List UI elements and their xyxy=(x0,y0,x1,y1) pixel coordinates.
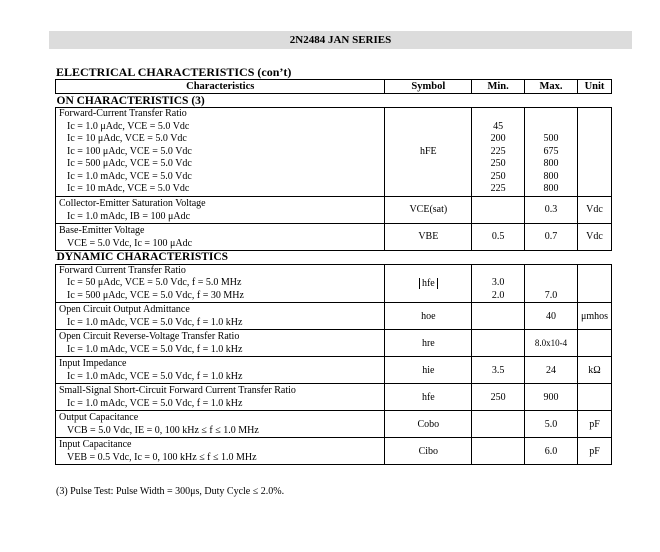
condition-text: Ic = 1.0 mAdc, VCE = 5.0 Vdc, f = 1.0 kHz xyxy=(67,398,243,409)
max-cell: 5.0 xyxy=(525,411,578,438)
max-cell: 0.3 xyxy=(525,196,578,223)
min-cell xyxy=(472,330,525,357)
condition-text: VEB = 0.5 Vdc, Ic = 0, 100 kHz ≤ f ≤ 1.0 MHz xyxy=(67,452,257,463)
min-cell xyxy=(472,438,525,465)
table-row xyxy=(56,303,612,330)
min-cell xyxy=(472,264,525,303)
electrical-characteristics-table xyxy=(55,79,612,465)
section-title: ELECTRICAL CHARACTERISTICS (con’t) xyxy=(56,65,292,79)
table-row xyxy=(56,108,612,197)
min-cell: 250 xyxy=(472,384,525,411)
min-cell xyxy=(472,196,525,223)
unit-cell: pF xyxy=(577,438,611,465)
footnote: (3) Pulse Test: Pulse Width = 300μs, Duty Cycle ≤ 2.0%. xyxy=(56,486,285,497)
min-value: 225 xyxy=(490,183,506,194)
unit-cell: pF xyxy=(577,411,611,438)
param-cell xyxy=(56,438,385,465)
col-characteristics: Characteristics xyxy=(56,80,385,94)
max-cell: 6.0 xyxy=(525,438,578,465)
param-cell xyxy=(56,411,385,438)
symbol-cell: hre xyxy=(385,330,472,357)
unit-cell xyxy=(577,384,611,411)
max-value: 675 xyxy=(543,145,559,157)
min-value: 2.0 xyxy=(491,289,505,301)
symbol-cell: VCE(sat) xyxy=(385,196,472,223)
min-value: 250 xyxy=(490,158,506,169)
col-max: Max. xyxy=(525,80,578,94)
max-cell: 24 xyxy=(525,357,578,384)
table-row xyxy=(56,384,612,411)
symbol-cell: hfe xyxy=(385,384,472,411)
condition-text: Ic = 100 μAdc, VCE = 5.0 Vdc xyxy=(67,145,192,157)
group-title-dynamic: DYNAMIC CHARACTERISTICS xyxy=(56,250,612,264)
symbol-value: hfe xyxy=(419,278,438,289)
symbol-cell: Cobo xyxy=(385,411,472,438)
condition-text: Ic = 1.0 mAdc, VCE = 5.0 Vdc, f = 1.0 kHz xyxy=(67,317,243,328)
col-symbol: Symbol xyxy=(385,80,472,94)
col-unit: Unit xyxy=(577,80,611,94)
min-cell: 0.5 xyxy=(472,223,525,250)
unit-cell xyxy=(577,108,611,197)
group-row-dynamic xyxy=(56,250,612,264)
param-label: Base-Emitter Voltage xyxy=(59,224,145,236)
table-row xyxy=(56,411,612,438)
param-cell xyxy=(56,384,385,411)
symbol-cell: hoe xyxy=(385,303,472,330)
param-label: Collector-Emitter Saturation Voltage xyxy=(59,197,206,209)
condition-text: Ic = 1.0 mAdc, IB = 100 μAdc xyxy=(67,210,191,222)
table-row xyxy=(56,438,612,465)
condition-text: Ic = 10 μAdc, VCE = 5.0 Vdc xyxy=(67,133,187,144)
condition-text: Ic = 1.0 mAdc, VCE = 5.0 Vdc xyxy=(67,170,192,182)
symbol-cell: hie xyxy=(385,357,472,384)
param-cell xyxy=(56,223,385,250)
max-value: 7.0 xyxy=(544,289,558,301)
max-cell: 40 xyxy=(525,303,578,330)
max-value: 800 xyxy=(543,183,559,194)
param-label: Open Circuit Output Admittance xyxy=(59,304,190,315)
unit-cell: μmhos xyxy=(577,303,611,330)
symbol-cell: Cibo xyxy=(385,438,472,465)
symbol-cell: hFE xyxy=(385,108,472,197)
symbol-cell: VBE xyxy=(385,223,472,250)
param-label: Forward Current Transfer Ratio xyxy=(59,264,186,276)
param-label: Output Capacitance xyxy=(59,412,139,423)
param-label: Input Capacitance xyxy=(59,439,132,450)
condition-text: Ic = 1.0 μAdc, VCE = 5.0 Vdc xyxy=(67,120,190,132)
param-cell xyxy=(56,303,385,330)
table-row xyxy=(56,357,612,384)
table-row xyxy=(56,264,612,303)
condition-text: Ic = 50 μAdc, VCE = 5.0 Vdc, f = 5.0 MHz xyxy=(67,277,242,288)
min-value: 225 xyxy=(490,145,506,157)
min-value: 250 xyxy=(490,170,506,182)
param-label: Small-Signal Short-Circuit Forward Current Transfer Ratio xyxy=(59,385,296,396)
condition-text: Ic = 500 μAdc, VCE = 5.0 Vdc xyxy=(67,158,192,169)
table-row xyxy=(56,223,612,250)
table-row xyxy=(56,196,612,223)
param-cell xyxy=(56,330,385,357)
param-label: Forward-Current Transfer Ratio xyxy=(59,108,187,119)
max-cell: 900 xyxy=(525,384,578,411)
header-title: 2N2484 JAN SERIES xyxy=(289,34,392,46)
max-cell xyxy=(525,264,578,303)
min-value: 3.0 xyxy=(491,277,505,288)
max-value: 800 xyxy=(543,170,559,182)
min-cell: 3.5 xyxy=(472,357,525,384)
condition-text: VCE = 5.0 Vdc, Ic = 100 μAdc xyxy=(67,237,193,249)
param-cell xyxy=(56,108,385,197)
unit-cell: Vdc xyxy=(577,196,611,223)
unit-cell: kΩ xyxy=(577,357,611,384)
param-cell xyxy=(56,357,385,384)
condition-text: Ic = 500 μAdc, VCE = 5.0 Vdc, f = 30 MHz xyxy=(67,289,244,301)
col-min: Min. xyxy=(472,80,525,94)
max-cell: 0.7 xyxy=(525,223,578,250)
condition-text: Ic = 1.0 mAdc, VCE = 5.0 Vdc, f = 1.0 kHz xyxy=(67,344,243,355)
group-row-on xyxy=(56,94,612,108)
min-value: 45 xyxy=(493,120,504,132)
group-title-on: ON CHARACTERISTICS (3) xyxy=(56,94,612,108)
condition-text: VCB = 5.0 Vdc, IE = 0, 100 kHz ≤ f ≤ 1.0 MHz xyxy=(67,425,259,436)
unit-cell: Vdc xyxy=(577,223,611,250)
min-cell xyxy=(472,108,525,197)
min-value: 200 xyxy=(490,133,506,144)
param-label: Input Impedance xyxy=(59,358,127,369)
max-cell: 8.0x10-4 xyxy=(525,330,578,357)
min-cell xyxy=(472,411,525,438)
document-header xyxy=(49,31,632,49)
min-cell xyxy=(472,303,525,330)
unit-cell xyxy=(577,264,611,303)
table-header-row xyxy=(56,80,612,94)
condition-text: Ic = 1.0 mAdc, VCE = 5.0 Vdc, f = 1.0 kHz xyxy=(67,371,243,382)
max-cell xyxy=(525,108,578,197)
param-cell xyxy=(56,196,385,223)
unit-cell xyxy=(577,330,611,357)
max-value: 800 xyxy=(543,158,559,169)
table-row xyxy=(56,330,612,357)
max-value: 500 xyxy=(543,133,559,144)
param-cell xyxy=(56,264,385,303)
symbol-cell xyxy=(385,264,472,303)
param-label: Open Circuit Reverse-Voltage Transfer Ratio xyxy=(59,331,240,342)
condition-text: Ic = 10 mAdc, VCE = 5.0 Vdc xyxy=(67,183,190,194)
